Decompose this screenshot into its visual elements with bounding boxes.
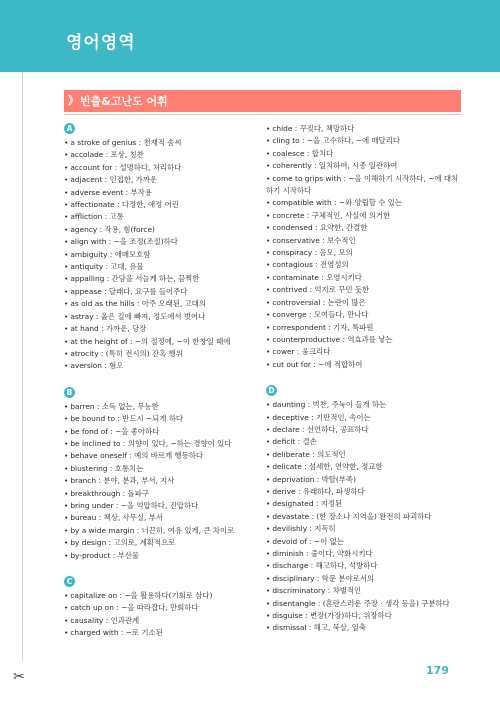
vocab-entry	[266, 235, 462, 247]
vocab-text: diminish : 줄이다, 약화시키다	[272, 549, 373, 558]
bullet-icon: •	[266, 511, 271, 521]
bullet-icon: •	[266, 561, 271, 571]
vocab-entry	[266, 135, 462, 147]
vocab-entry	[64, 137, 250, 149]
vocab-text: catch up on : ~을 따라잡다, 만회하다	[70, 603, 199, 613]
vocab-text: disciplinary : 학문 분야로서의	[272, 573, 375, 583]
vocab-entry	[266, 436, 462, 448]
vocab-entry	[266, 284, 462, 296]
vocab-text: come to grips with : ~을 이해하기 시작하다, ~에 대처하기 시작하다	[266, 173, 459, 196]
vocab-entry	[266, 461, 462, 473]
vocab-entry	[266, 160, 462, 172]
vocab-text: coherently : 일치하여, 시종 일관하여	[272, 161, 398, 171]
vocab-entry	[64, 261, 250, 273]
vocab-entry	[266, 334, 462, 346]
vocab-entry	[266, 536, 462, 548]
bullet-icon: •	[266, 586, 271, 596]
vocab-text: concrete : 구체적인, 사실에 의거한	[272, 210, 391, 220]
vocab-entry	[64, 224, 250, 236]
vocab-text: contagious : 전염성의	[272, 260, 349, 270]
vocab-entry	[266, 123, 462, 135]
vocab-text: adverse event : 부작용	[70, 187, 152, 197]
vocab-entry	[64, 360, 250, 372]
vocab-text: conspiracy : 음모, 모의	[272, 248, 353, 258]
bullet-icon: •	[266, 260, 271, 270]
bullet-icon: •	[64, 212, 69, 222]
section-title: 빈출&고난도 어휘	[80, 95, 168, 108]
bullet-icon: •	[266, 499, 271, 509]
vocab-text: account for : 설명하다, 처리하다	[70, 162, 182, 172]
cut-guide-line	[22, 72, 23, 662]
bullet-icon: •	[266, 161, 271, 171]
vocab-text: a stroke of genius : 천재적 솜씨	[70, 138, 182, 147]
vocab-entry	[64, 298, 250, 310]
bullet-icon: •	[64, 299, 69, 309]
bullet-icon: •	[266, 400, 271, 410]
bullet-icon: •	[64, 538, 69, 548]
vocab-entry	[64, 550, 250, 562]
bullet-icon: •	[64, 615, 69, 625]
vocab-text: chide : 꾸짖다, 책망하다	[272, 124, 355, 133]
bullet-icon: •	[64, 550, 69, 560]
vocab-entry	[64, 187, 250, 199]
vocab-text: affliction : 고통	[70, 212, 124, 222]
vocab-text: designated : 지정된	[272, 499, 343, 509]
vocab-text: deficit : 결손	[272, 437, 317, 447]
vocab-entry	[266, 309, 462, 321]
vocab-entry	[266, 498, 462, 510]
vocab-entry	[266, 259, 462, 271]
bullet-icon: •	[64, 628, 69, 638]
section-divider	[64, 114, 461, 115]
bullet-icon: •	[266, 272, 271, 282]
bullet-icon: •	[64, 138, 69, 147]
vocab-entry	[64, 211, 250, 223]
vocab-entry	[64, 488, 250, 500]
vocab-text: disguise : 변장(가장)하다, 위장하다	[272, 611, 392, 621]
bullet-icon: •	[64, 361, 69, 371]
vocab-text: bring under : ~을 억압하다, 진압하다	[70, 500, 199, 510]
bullet-icon: •	[266, 198, 271, 208]
vocab-text: derive : 유래하다, 파생하다	[272, 486, 365, 496]
vocab-text: charged with : ~로 기소된	[70, 628, 163, 638]
bullet-icon: •	[266, 322, 271, 332]
vocab-entry	[266, 598, 462, 610]
vocab-text: correspondent : 기자, 특파원	[272, 322, 374, 332]
vocab-entry	[266, 173, 462, 198]
vocab-entry	[266, 622, 462, 634]
vocab-text: blustering : 호통치는	[70, 463, 144, 473]
bullet-icon: •	[266, 347, 271, 357]
vocab-entry	[266, 424, 462, 436]
vocab-entry	[266, 247, 462, 259]
vocab-entry	[266, 511, 462, 523]
bullet-icon: •	[64, 591, 69, 600]
vocab-text: causality : 인과관계	[70, 615, 140, 625]
vocab-text: be fond of : ~을 좋아하다	[70, 426, 160, 436]
vocab-group	[64, 387, 250, 562]
vocab-entry	[64, 348, 250, 360]
vocab-text: daunting : 벅찬, 주눅이 들게 하는	[272, 400, 387, 410]
bullet-icon: •	[266, 412, 271, 422]
left-column	[64, 123, 250, 654]
vocab-text: deprivation : 박탈(부족)	[272, 474, 356, 484]
vocab-entry	[266, 272, 462, 284]
bullet-icon: •	[266, 524, 271, 534]
vocab-group	[64, 576, 250, 640]
bullet-icon: •	[64, 426, 69, 436]
vocab-text: cower : 움크리다	[272, 347, 331, 357]
bullet-icon: •	[64, 513, 69, 523]
vocab-entry	[64, 426, 250, 438]
vocab-entry	[266, 412, 462, 424]
bullet-icon: •	[64, 488, 69, 498]
bullet-icon: •	[266, 462, 271, 472]
vocab-text: dismissal : 해고, 묵살, 일축	[272, 623, 366, 633]
vocab-entry	[64, 627, 250, 639]
vocab-text: devilishly : 지독히	[272, 524, 336, 534]
bullet-icon: •	[266, 124, 271, 133]
vocab-text: at hand : 가까운, 당장	[70, 324, 147, 334]
vocab-text: discharge : 해고하다, 석방하다	[272, 561, 378, 571]
bullet-icon: •	[266, 424, 271, 434]
vocab-text: be inclined to : 의향이 있다, ~하는 경향이 있다	[70, 438, 232, 448]
bullet-icon: •	[64, 348, 69, 358]
vocab-entry	[266, 585, 462, 597]
vocab-entry	[64, 615, 250, 627]
vocab-entry	[266, 523, 462, 535]
letter-badge: A	[64, 123, 75, 134]
vocab-entry	[64, 149, 250, 161]
scissors-icon: ✂	[13, 669, 25, 685]
vocab-text: contaminate : 오염시키다	[272, 272, 362, 282]
vocab-entry	[64, 463, 250, 475]
letter-badge: B	[64, 387, 75, 398]
bullet-icon: •	[266, 486, 271, 496]
bullet-icon: •	[64, 274, 69, 284]
bullet-icon: •	[64, 311, 69, 321]
vocab-entry	[266, 148, 462, 160]
vocab-entry	[64, 602, 250, 614]
bullet-icon: •	[266, 248, 271, 258]
vocab-group	[266, 123, 462, 371]
bullet-icon: •	[266, 310, 271, 320]
bullet-icon: •	[64, 187, 69, 197]
zigzag-border	[0, 60, 500, 74]
bullet-icon: •	[266, 334, 271, 344]
vocab-text: branch : 분야, 분과, 부서, 지사	[70, 476, 175, 486]
vocab-text: delicate : 섬세한, 연약한, 정교한	[272, 462, 383, 472]
bullet-icon: •	[64, 500, 69, 510]
vocab-group	[64, 123, 250, 373]
vocab-entry	[64, 336, 250, 348]
bullet-icon: •	[64, 262, 69, 272]
vocab-text: capitalize on : ~을 활용하다(기회로 삼다)	[70, 591, 213, 600]
vocab-text: by-product : 부산물	[70, 550, 139, 560]
bullet-icon: •	[266, 549, 271, 558]
bullet-icon: •	[64, 237, 69, 247]
bullet-icon: •	[266, 136, 271, 146]
vocab-text: converge : 모여들다, 만나다	[272, 310, 369, 320]
vocab-entry	[266, 197, 462, 209]
vocab-text: disentangle : (혼란스러운 주장 · 생각 등을) 구분하다	[272, 598, 450, 608]
bullet-icon: •	[266, 573, 271, 583]
vocab-text: atrocity : (특히 전시의) 잔혹 행위	[70, 348, 183, 358]
bullet-icon: •	[266, 449, 271, 459]
vocab-entry	[64, 249, 250, 261]
vocab-entry	[266, 548, 462, 560]
vocab-text: be bound to : 반드시 ~되게 하다	[70, 414, 184, 424]
bullet-icon: •	[64, 463, 69, 473]
vocab-text: adjacent : 인접한, 가까운	[70, 175, 158, 185]
vocab-entry	[266, 322, 462, 334]
letter-badge: C	[64, 576, 75, 587]
vocab-entry	[266, 222, 462, 234]
vocab-text: appease : 달래다, 요구를 들어주다	[70, 286, 188, 296]
vocab-text: deliberate : 의도적인	[272, 449, 346, 459]
bullet-icon: •	[266, 437, 271, 447]
bullet-icon: •	[266, 210, 271, 220]
bullet-icon: •	[266, 536, 271, 546]
vocab-entry	[64, 590, 250, 602]
vocab-entry	[266, 573, 462, 585]
vocab-entry	[266, 359, 462, 371]
right-column	[266, 123, 462, 649]
vocab-text: align with : ~을 조정(조절)하다	[70, 237, 178, 247]
vocab-entry	[266, 449, 462, 461]
vocab-text: by a wide margin : 너끈히, 여유 있게, 큰 차이로	[70, 525, 235, 535]
bullet-icon: •	[64, 162, 69, 172]
vocab-text: astray : 옳은 길에 빠져, 정도에서 벗어나	[70, 311, 206, 321]
bullet-icon: •	[64, 414, 69, 424]
bullet-icon: •	[64, 336, 69, 346]
page-title: 영어영역	[66, 33, 136, 53]
bullet-icon: •	[266, 148, 271, 158]
vocab-text: by design : 고의로, 계획적으로	[70, 538, 176, 548]
vocab-text: accolade : 포상, 칭찬	[70, 150, 144, 160]
vocab-text: devoid of : ~이 없는	[272, 536, 344, 546]
vocab-entry	[266, 486, 462, 498]
bullet-icon: •	[64, 324, 69, 334]
vocab-entry	[64, 525, 250, 537]
vocab-group	[266, 385, 462, 635]
vocab-entry	[64, 323, 250, 335]
vocab-entry	[266, 560, 462, 572]
vocab-text: contrived : 억지로 꾸민 듯한	[272, 285, 370, 295]
vocab-text: as old as the hills : 아주 오래된, 고대의	[70, 299, 206, 309]
chevron-right-icon: 》	[68, 94, 79, 107]
vocab-entry	[266, 297, 462, 309]
vocab-entry	[64, 500, 250, 512]
vocab-text: barren : 소득 없는, 무능한	[70, 401, 159, 411]
vocab-text: controversial : 논란이 많은	[272, 297, 366, 307]
bullet-icon: •	[64, 438, 69, 448]
vocab-text: devastate : (한 장소나 지역을) 완전히 파괴하다	[272, 511, 432, 521]
bullet-icon: •	[266, 285, 271, 295]
vocab-text: condensed : 요약한, 간결한	[272, 223, 368, 233]
vocab-entry	[64, 450, 250, 462]
vocab-text: at the height of : ~의 절정에, ~이 한창일 때에	[70, 336, 231, 346]
vocab-entry	[64, 199, 250, 211]
bullet-icon: •	[266, 598, 271, 608]
vocab-entry	[266, 399, 462, 411]
bullet-icon: •	[266, 474, 271, 484]
bullet-icon: •	[64, 401, 69, 411]
vocab-text: deceptive : 기만적인, 속이는	[272, 412, 371, 422]
vocab-entry	[64, 401, 250, 413]
vocab-text: ambiguity : 애매모호함	[70, 249, 151, 259]
bullet-icon: •	[64, 603, 69, 613]
bullet-icon: •	[266, 611, 271, 621]
page-number: 179	[426, 664, 449, 677]
vocab-text: bureau : 책상, 사무실, 부서	[70, 513, 163, 523]
vocab-entry	[64, 273, 250, 285]
vocab-text: antiquity : 고대, 유물	[70, 262, 144, 272]
vocab-text: cling to : ~을 고수하다, ~에 매달리다	[272, 136, 401, 146]
bullet-icon: •	[266, 223, 271, 233]
vocab-entry	[64, 413, 250, 425]
vocab-text: aversion : 혐오	[70, 361, 124, 371]
vocab-entry	[64, 438, 250, 450]
vocab-text: counterproductive : 역효과를 낳는	[272, 334, 393, 344]
vocab-text: declare : 선언하다, 공표하다	[272, 424, 369, 434]
vocab-entry	[64, 162, 250, 174]
vocab-entry	[64, 236, 250, 248]
vocab-text: breakthrough : 돌파구	[70, 488, 149, 498]
vocab-text: discriminatory : 차별적인	[272, 586, 362, 596]
vocab-text: coalesce : 합치다	[272, 148, 334, 158]
bullet-icon: •	[266, 297, 271, 307]
section-header	[64, 90, 461, 112]
bullet-icon: •	[64, 286, 69, 296]
vocab-text: agency : 작용, 힘(force)	[70, 224, 155, 234]
bullet-icon: •	[64, 476, 69, 486]
vocab-entry	[64, 286, 250, 298]
vocab-entry	[266, 474, 462, 486]
vocab-entry	[266, 610, 462, 622]
vocab-entry	[266, 210, 462, 222]
bullet-icon: •	[64, 224, 69, 234]
vocab-entry	[64, 174, 250, 186]
vocab-entry	[64, 475, 250, 487]
vocab-text: cut out for : ~에 적합하여	[272, 359, 363, 369]
vocab-text: compatible with : ~와 양립할 수 있는	[272, 198, 403, 208]
bullet-icon: •	[64, 249, 69, 259]
bullet-icon: •	[266, 235, 271, 245]
vocab-entry	[64, 311, 250, 323]
bullet-icon: •	[64, 525, 69, 535]
vocab-text: behave oneself : 예의 바르게 행동하다	[70, 451, 204, 461]
vocab-text: conservative : 보수적인	[272, 235, 356, 245]
bullet-icon: •	[64, 150, 69, 160]
bullet-icon: •	[64, 451, 69, 461]
bullet-icon: •	[266, 359, 271, 369]
bullet-icon: •	[266, 623, 271, 633]
bullet-icon: •	[266, 173, 271, 183]
vocab-text: affectionate : 다정한, 애정 어린	[70, 200, 179, 210]
bullet-icon: •	[64, 200, 69, 210]
vocab-entry	[64, 512, 250, 524]
vocab-text: appalling : 간담을 서늘케 하는, 끔찍한	[70, 274, 200, 284]
letter-badge: D	[266, 385, 277, 396]
vocab-entry	[266, 346, 462, 358]
vocab-entry	[64, 537, 250, 549]
bullet-icon: •	[64, 175, 69, 185]
